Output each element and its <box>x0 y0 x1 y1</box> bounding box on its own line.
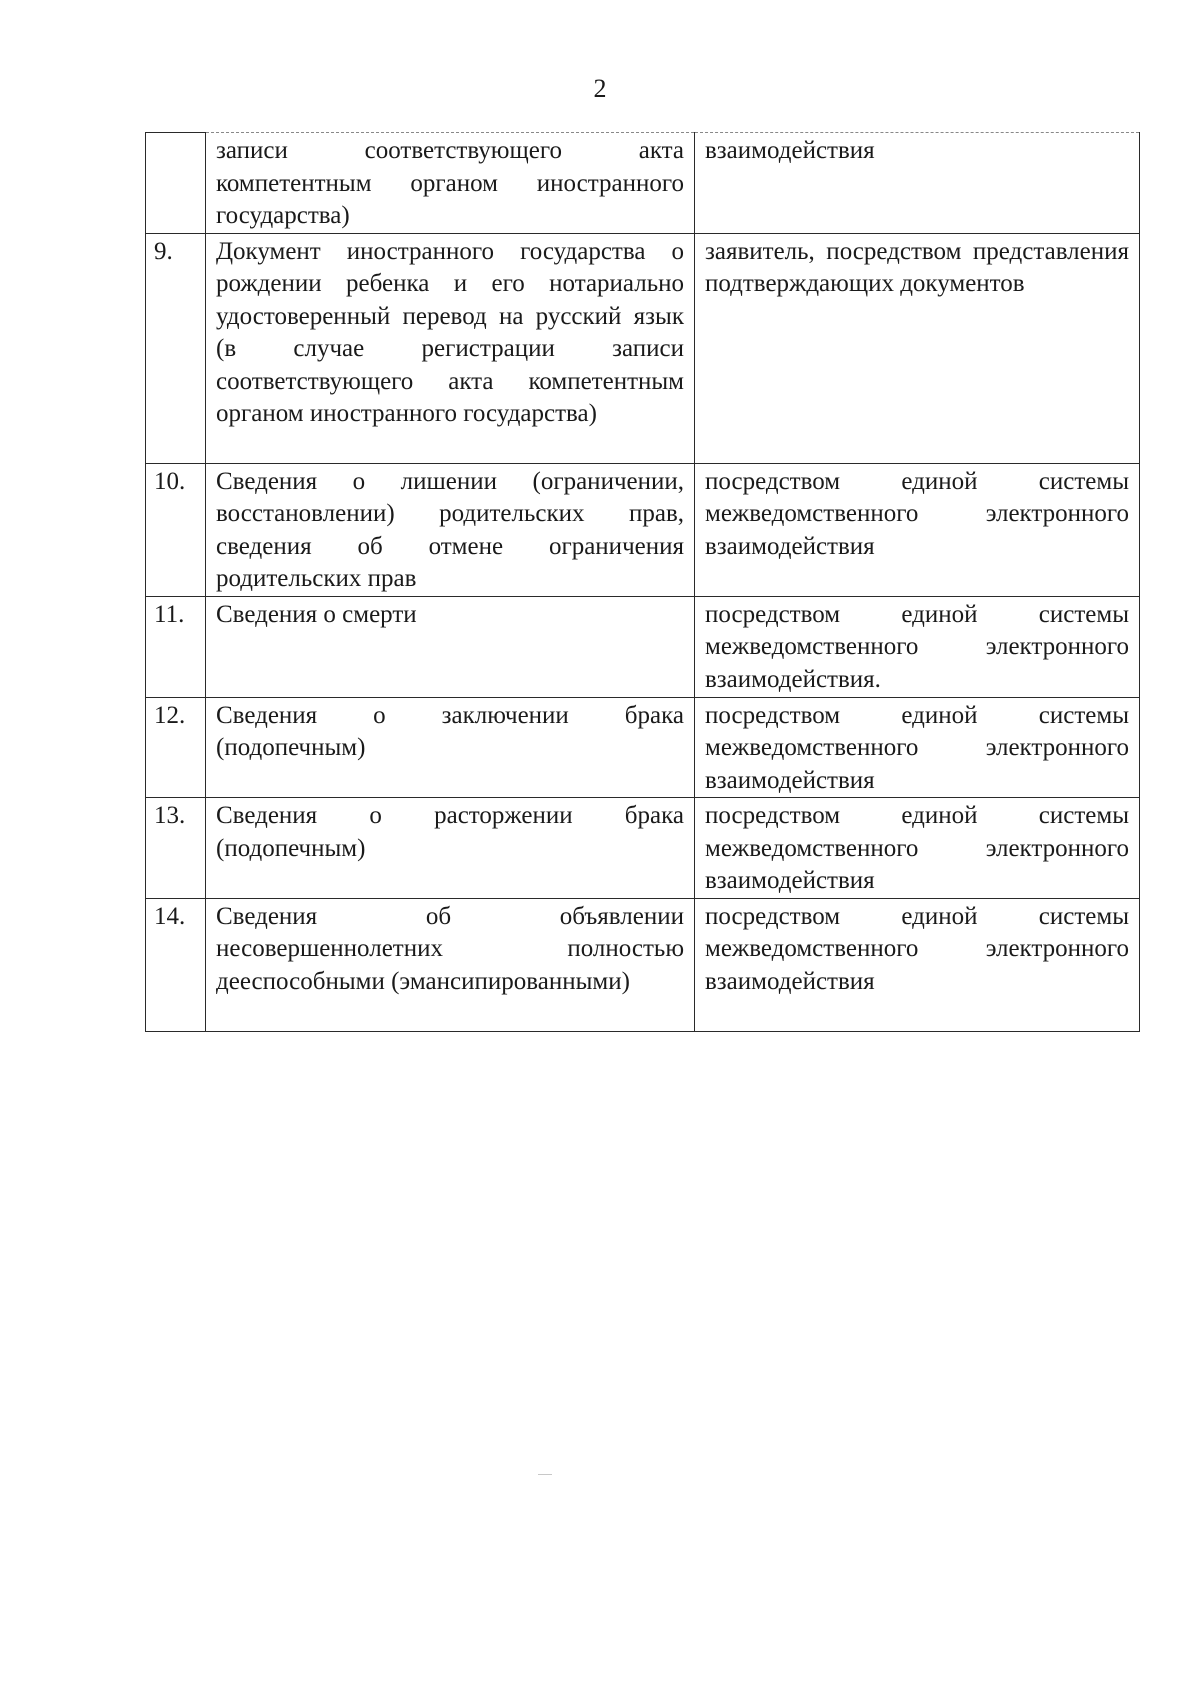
table-row <box>146 798 1140 899</box>
row-description: Документ иностранного государства о рождении ребенка и его нотариально удостоверенный перевод на русский язык (в случае регистрации записи соответствующего акта компетентным органом иностранного государства) <box>206 233 695 463</box>
document-table <box>145 132 1140 1032</box>
row-number: 12. <box>146 697 206 798</box>
row-number: 10. <box>146 463 206 596</box>
row-description: записи соответствующего акта компетентным органом иностранного государства) <box>206 133 695 234</box>
row-method: заявитель, посредством представления подтверждающих документов <box>695 233 1140 463</box>
row-number: 11. <box>146 596 206 697</box>
row-description: Сведения о расторжении брака (подопечным) <box>206 798 695 899</box>
row-method: посредством единой системы межведомственного электронного взаимодействия. <box>695 596 1140 697</box>
table-row <box>146 898 1140 1031</box>
row-number <box>146 133 206 234</box>
scan-mark <box>538 1474 552 1475</box>
page-number: 2 <box>593 74 607 103</box>
row-number: 13. <box>146 798 206 899</box>
row-description: Сведения о заключении брака (подопечным) <box>206 697 695 798</box>
table-row <box>146 233 1140 463</box>
row-description: Сведения об объявлении несовершеннолетних полностью дееспособными (эмансипированными) <box>206 898 695 1031</box>
row-method: взаимодействия <box>695 133 1140 234</box>
table-row <box>146 596 1140 697</box>
row-number: 9. <box>146 233 206 463</box>
table-row <box>146 133 1140 234</box>
row-method: посредством единой системы межведомственного электронного взаимодействия <box>695 898 1140 1031</box>
row-number: 14. <box>146 898 206 1031</box>
row-description: Сведения о лишении (ограничении, восстановлении) родительских прав, сведения об отмене ограничения родительских прав <box>206 463 695 596</box>
row-description: Сведения о смерти <box>206 596 695 697</box>
row-method: посредством единой системы межведомственного электронного взаимодействия <box>695 798 1140 899</box>
table-row <box>146 697 1140 798</box>
row-method: посредством единой системы межведомственного электронного взаимодействия <box>695 697 1140 798</box>
row-method: посредством единой системы межведомственного электронного взаимодействия <box>695 463 1140 596</box>
table-row <box>146 463 1140 596</box>
